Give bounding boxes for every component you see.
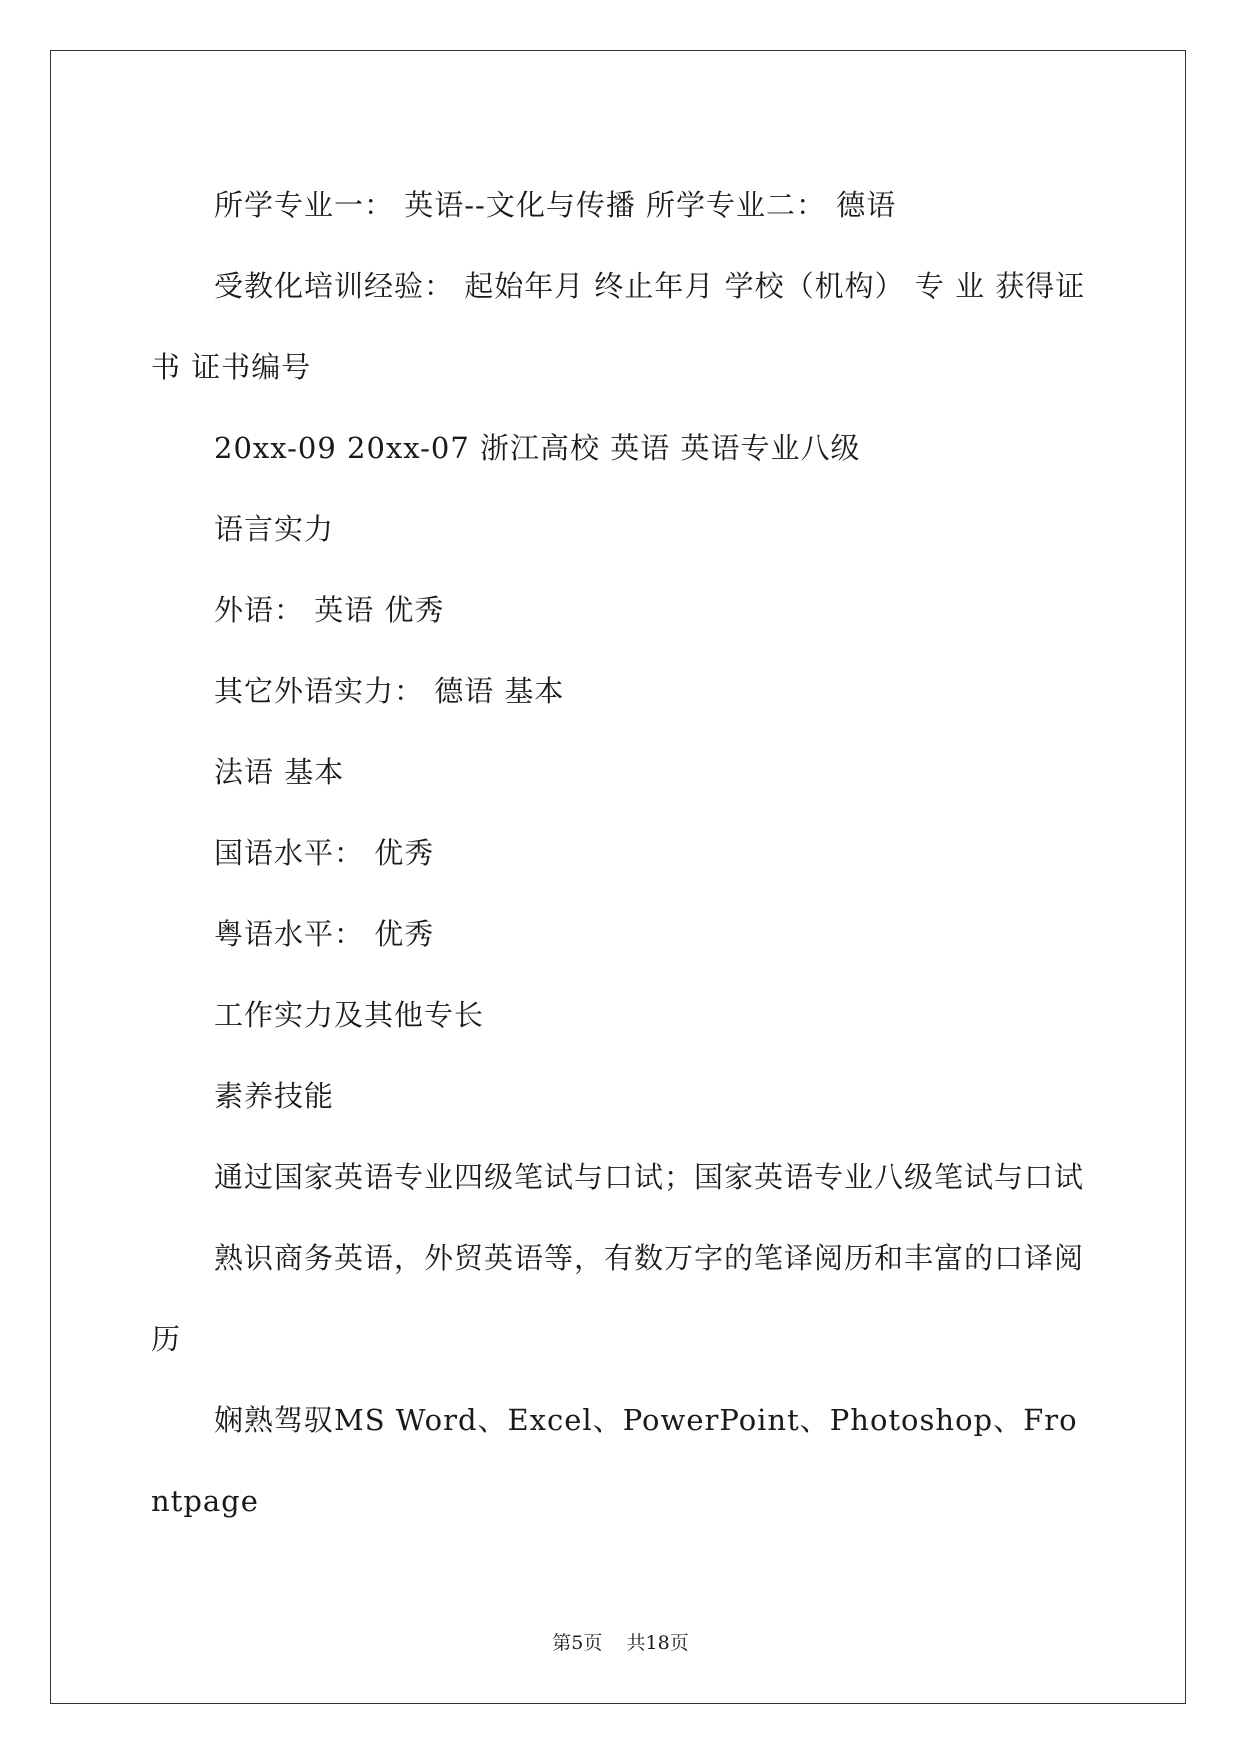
paragraph-exams: 通过国家英语专业四级笔试与口试；国家英语专业八级笔试与口试 [214,1160,1085,1194]
paragraph-french: 法语 基本 [214,755,345,789]
paragraph-cantonese: 粤语水平： 优秀 [214,917,435,951]
paragraph-other-language: 其它外语实力： 德语 基本 [214,674,565,708]
paragraph-education-header: 受教化培训经验： 起始年月 终止年月 学校（机构） 专 业 获得证书 证书编号 [151,269,1086,384]
paragraph-software: 娴熟驾驭MS Word、Excel、PowerPoint、Photoshop、Frontpage [151,1403,1078,1518]
paragraph-skills-heading: 工作实力及其他专长 [214,998,485,1032]
paragraph-foreign-language: 外语： 英语 优秀 [214,593,445,627]
paragraph-qualifications-heading: 素养技能 [214,1079,335,1113]
page-footer [0,1628,1241,1655]
document-body [151,165,1086,1542]
page-number: 第5页 [552,1632,603,1654]
paragraph-majors: 所学专业一： 英语--文化与传播 所学专业二： 德语 [214,188,897,222]
paragraph-business-english: 熟识商务英语，外贸英语等，有数万字的笔译阅历和丰富的口译阅历 [151,1241,1085,1356]
paragraph-education-entry: 20xx-09 20xx-07 浙江高校 英语 英语专业八级 [214,431,861,465]
page-total: 共18页 [626,1632,689,1654]
paragraph-language-heading: 语言实力 [214,512,335,546]
paragraph-mandarin: 国语水平： 优秀 [214,836,435,870]
